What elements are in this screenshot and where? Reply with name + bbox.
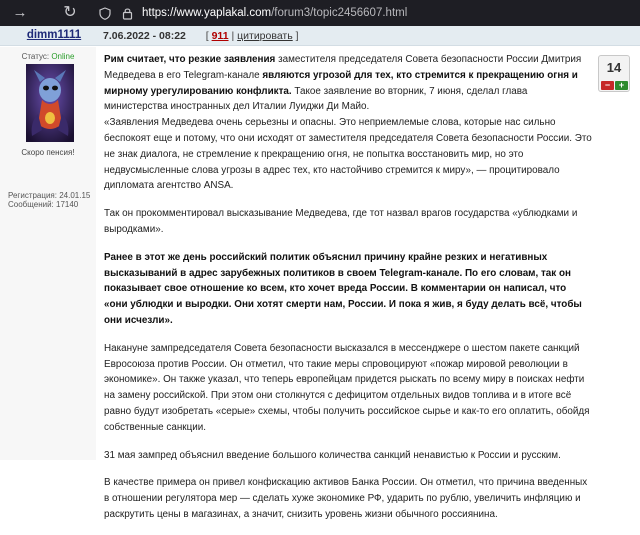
paragraph-6: В качестве примера он привел конфискацию активов Банка России. Он отметил, что причина введенных в отношении регулятора мер — сделать хуже экономике РФ, ударить по рублю, увеличить инфляцию и раскрутить цены в магазинах, а значит, снизить уровень жизни обычного россиянина. (104, 477, 588, 520)
vote-up-button[interactable]: + (615, 81, 628, 90)
paragraph-4: Накануне зампредседателя Совета безопасности высказался в мессенджере о шестом пакете санкций Евросоюза против России. Он отметил, что такие меры спровоцируют «пожар мировой революции в экономике». Он также указал, что теперь европейцам придется рыскать по всему миру в поисках нефти на замену российской. При этом они столкнутся с дефицитом отдельных видов топлива и в итоге всё равно будут изобретать «серые» схемы, чтобы получить российское сырье и как-то его оплатить, обойдя собственные санкции. (104, 342, 590, 433)
paragraph-1 (104, 52, 592, 115)
cite-link[interactable]: цитировать (237, 30, 293, 42)
bracket-separator: | (231, 30, 238, 42)
vote-down-button[interactable]: − (601, 81, 614, 90)
post-number-link[interactable]: 911 (211, 30, 229, 42)
p1-text-2: Такое заявление во вторник, 7 июня, сделал глава министерства иностранных дел Италии Луиджи Ди Майо. (104, 85, 528, 113)
message-count: Сообщений: 17140 (8, 200, 79, 209)
rating-count: 14 (606, 60, 622, 75)
user-tagline: Скоро пенсия! (21, 148, 75, 157)
paragraph-3: Ранее в этот же день российский политик объяснил причину крайне резких и негативных высказываний в адрес зарубежных политиков в своем Telegram-канале. По его словам, так он показывает свое отношение ко всем, кто хочет вреда России. В комментарии он написал, что «они ублюдки и выродки. Они хотят смерти нам, России. И пока я жив, я буду делать всё, чтобы они исчезли». (104, 251, 582, 326)
bracket-open: [ (205, 30, 209, 42)
status-online: Online (51, 52, 75, 61)
browser-toolbar (0, 0, 640, 26)
user-status (0, 52, 96, 61)
registration-date: Регистрация: 24.01.15 (8, 191, 91, 200)
reload-icon[interactable]: ↻ (63, 4, 77, 21)
lock-icon[interactable] (120, 6, 134, 20)
shield-icon[interactable] (98, 6, 112, 20)
paragraph-2: Так он прокомментировал высказывание Медведева, где тот назвал врагов государства «ублюдками и выродками». (104, 208, 578, 235)
post-body (104, 52, 592, 535)
avatar[interactable] (26, 64, 74, 142)
post-header (0, 26, 640, 46)
post-meta (103, 30, 299, 42)
forward-arrow-icon[interactable]: → (12, 4, 28, 21)
rating-box (598, 55, 630, 92)
author-link[interactable]: dimm1111 (26, 29, 82, 41)
p1-bold-1: Рим считает, что резкие заявления (104, 54, 276, 65)
p1-bold-2: являются угрозой для тех, кто стремится к прекращению огня и мирному урегулированию конфликта. (104, 69, 578, 97)
status-label: Статус: (21, 52, 50, 61)
paragraph-5: 31 мая зампред объяснил введение большого количества санкций ненавистью к России и русским. (104, 449, 561, 461)
user-sidebar (0, 47, 96, 460)
url-text[interactable] (142, 7, 407, 19)
p1-text-1: заместителя председателя Совета безопасности России Дмитрия Медведева в его Telegram-канале (104, 54, 582, 81)
url-host: https://www.yaplakal.com (142, 7, 272, 19)
paragraph-1-quote: «Заявления Медведева очень серьезны и опасны. Это неприемлемые слова, которые нас сильно беспокоят еще и потому, что они исходят от заместителя председателя Совета безопасности России. Это не знак диалога, не стремление к прекращению огня, не попытка восстановить мир, но это недвусмысленные слова угрозы в адрес тех, кто настойчиво стремится к миру», — процитировало дипломата агентство ANSA. (104, 117, 592, 192)
post-date: 7.06.2022 - 08:22 (103, 30, 186, 42)
address-bar[interactable] (98, 3, 407, 23)
url-path: /forum3/topic2456607.html (271, 7, 408, 19)
bracket-close: ] (295, 30, 299, 42)
user-reg-info (8, 191, 90, 209)
